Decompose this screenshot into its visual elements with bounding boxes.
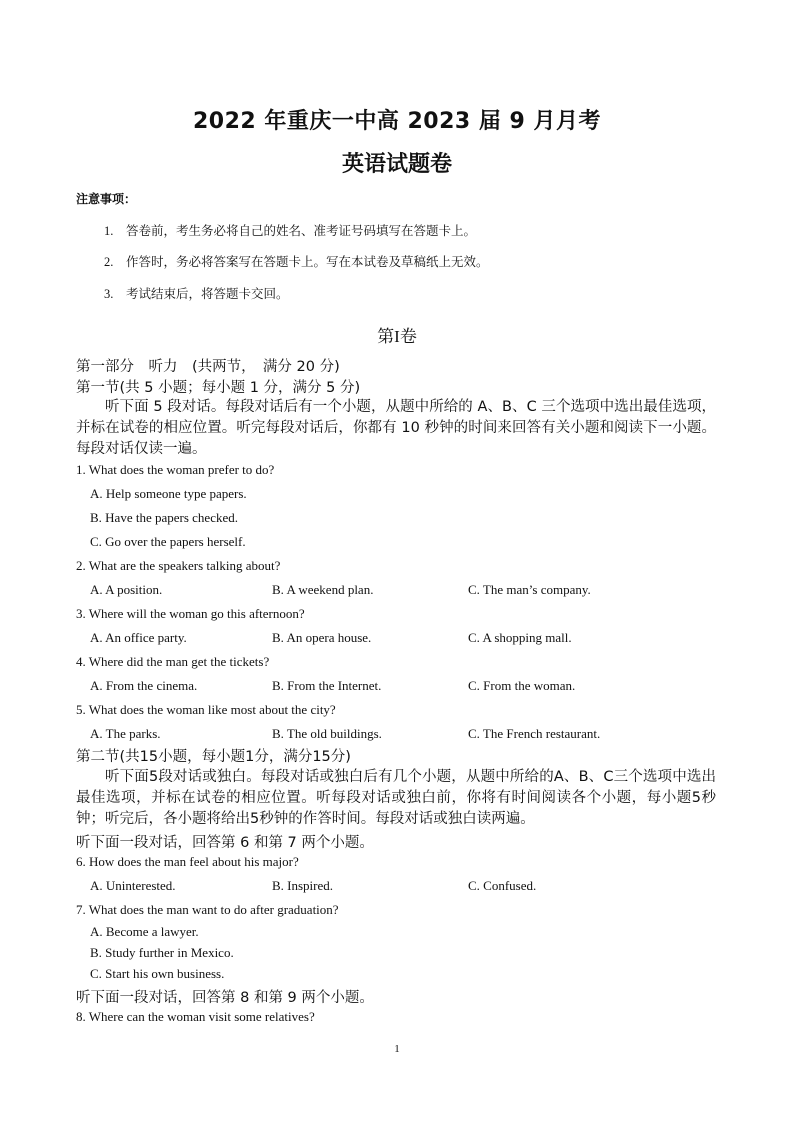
section1-heading: 第一节(共 5 小题；每小题 1 分，满分 5 分) xyxy=(76,380,361,396)
question-option: A. Uninterested. xyxy=(90,878,176,893)
notice-item xyxy=(104,221,476,239)
dialog-instruction-8-9: 听下面一段对话，回答第 8 和第 9 两个小题。 xyxy=(76,990,374,1006)
section1-instructions: 听下面 5 段对话。每段对话后有一个小题，从题中所给的 A、B、C 三个选项中选出最佳选项，并标在试卷的相应位置。听完每段对话后，你都有 10 秒钟的时间来回答有关小题和阅读下一小题。每段对话仅读一遍。 xyxy=(76,399,716,457)
question-text: 3. Where will the woman go this afternoon? xyxy=(76,606,305,621)
question-option: B. Study further in Mexico. xyxy=(90,945,234,960)
notice-heading: 注意事项： xyxy=(76,192,137,206)
volume-heading: 第I卷 xyxy=(377,327,417,346)
question-option: C. From the woman. xyxy=(468,678,576,693)
question-text: 6. How does the man feel about his major? xyxy=(76,854,299,869)
question-option: A. Become a lawyer. xyxy=(90,924,199,939)
notice-item-number: 2. xyxy=(104,255,114,269)
question-option: C. The man’s company. xyxy=(468,582,591,597)
question-option: B. From the Internet. xyxy=(272,678,382,693)
question-text: 5. What does the woman like most about the city? xyxy=(76,702,336,717)
question-text: 8. Where can the woman visit some relatives? xyxy=(76,1009,315,1024)
question-option: B. Have the papers checked. xyxy=(90,510,238,525)
section2-instructions: 听下面5段对话或独白。每段对话或独白后有几个小题，从题中所给的A、B、C三个选项中选出最佳选项，并标在试卷的相应位置。听每段对话或独白前，你将有时间阅读各个小题，每小题5秒钟；听完后，各小题将给出5秒钟的作答时间。每段对话或独白读两遍。 xyxy=(76,769,716,827)
question-option: C. A shopping mall. xyxy=(468,630,572,645)
question-option: C. Start his own business. xyxy=(90,966,225,981)
question-option: B. A weekend plan. xyxy=(272,582,374,597)
exam-subtitle: 英语试题卷 xyxy=(341,152,452,177)
notice-item-text: 答卷前，考生务必将自己的姓名、准考证号码填写在答题卡上。 xyxy=(126,223,477,238)
notice-item-text: 考试结束后，将答题卡交回。 xyxy=(126,286,289,301)
notice-item-text: 作答时，务必将答案写在答题卡上。写在本试卷及草稿纸上无效。 xyxy=(126,254,489,269)
notice-item-number: 1. xyxy=(104,224,114,238)
question-text: 1. What does the woman prefer to do? xyxy=(76,462,275,477)
notice-item xyxy=(104,284,289,302)
question-option: A. From the cinema. xyxy=(90,678,198,693)
page-number: 1 xyxy=(394,1043,400,1055)
question-text: 2. What are the speakers talking about? xyxy=(76,558,281,573)
question-option: C. Go over the papers herself. xyxy=(90,534,246,549)
dialog-instruction-6-7: 听下面一段对话，回答第 6 和第 7 两个小题。 xyxy=(76,835,374,851)
question-option: C. The French restaurant. xyxy=(468,726,601,741)
question-option: B. Inspired. xyxy=(272,878,334,893)
question-option: B. An opera house. xyxy=(272,630,372,645)
question-option: A. An office party. xyxy=(90,630,187,645)
question-option: C. Confused. xyxy=(468,878,537,893)
exam-title: 2022 年重庆一中高 2023 届 9 月月考 xyxy=(192,109,602,134)
notice-item-number: 3. xyxy=(104,287,114,301)
notice-item xyxy=(104,252,489,270)
question-option: A. The parks. xyxy=(90,726,161,741)
section2-heading: 第二节(共15小题，每小题1分，满分15分) xyxy=(76,749,351,765)
question-option: A. Help someone type papers. xyxy=(90,486,247,501)
part1-heading: 第一部分 听力 (共两节， 满分 20 分) xyxy=(76,359,340,375)
question-option: A. A position. xyxy=(90,582,163,597)
question-option: B. The old buildings. xyxy=(272,726,382,741)
question-text: 7. What does the man want to do after graduation? xyxy=(76,902,339,917)
question-text: 4. Where did the man get the tickets? xyxy=(76,654,270,669)
